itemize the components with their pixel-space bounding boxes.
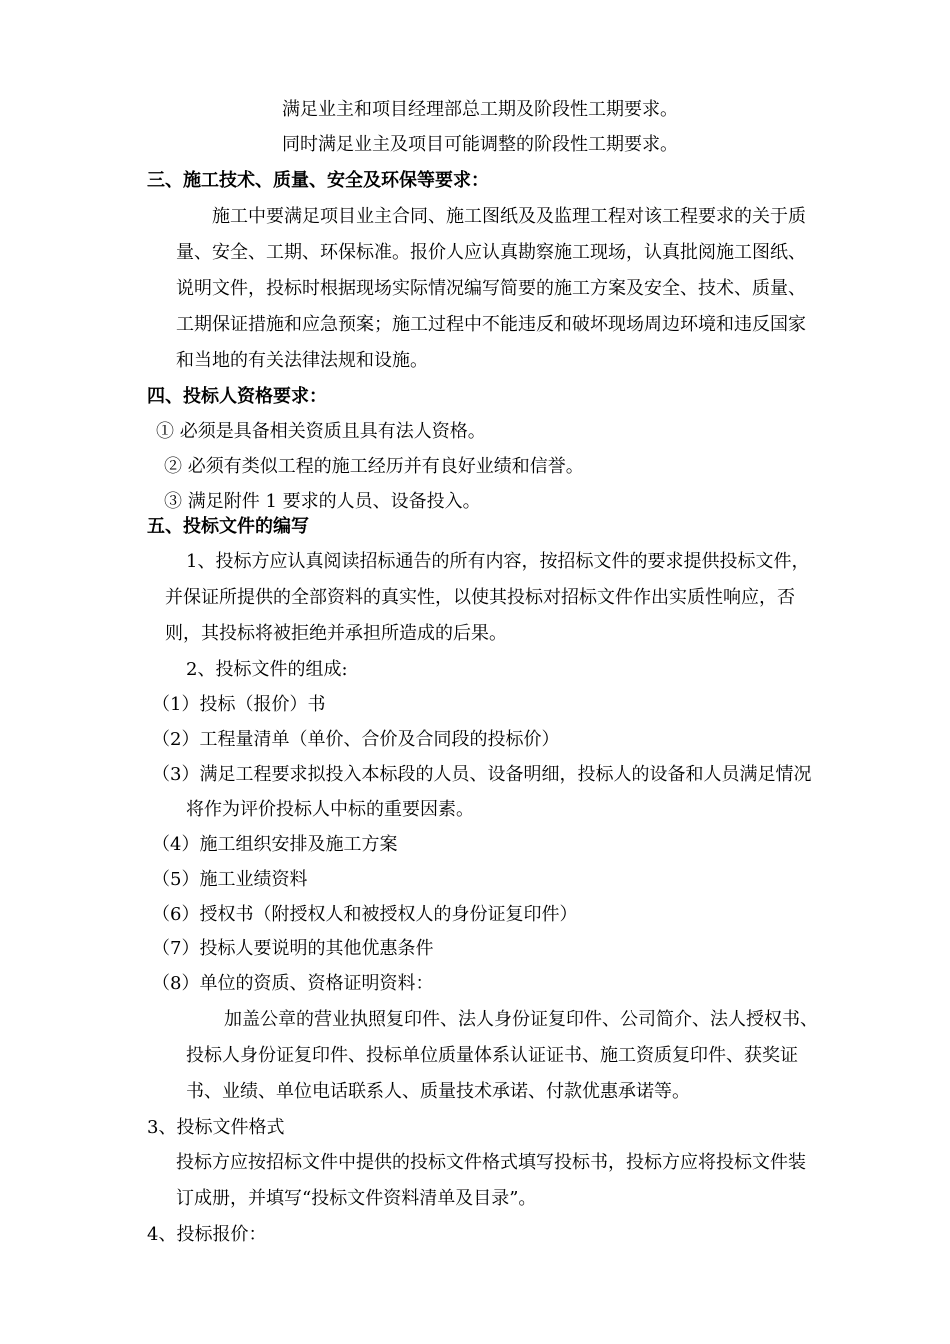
section-heading: 4、投标报价： — [147, 1224, 267, 1245]
list-item: ① 必须是具备相关资质且具有法人资格。 — [156, 421, 486, 442]
list-item: （7）投标人要说明的其他优惠条件 — [152, 938, 434, 959]
text-line: 投标人身份证复印件、投标单位质量体系认证证书、施工资质复印件、获奖证 — [186, 1045, 798, 1066]
text-line: 说明文件，投标时根据现场实际情况编写简要的施工方案及安全、技术、质量、 — [176, 278, 806, 299]
text-line: 1、投标方应认真阅读招标通告的所有内容，按招标文件的要求提供投标文件， — [186, 551, 810, 572]
text-line: 满足业主和项目经理部总工期及阶段性工期要求。 — [282, 99, 678, 120]
text-line: 并保证所提供的全部资料的真实性，以使其投标对招标文件作出实质性响应，否 — [165, 587, 795, 608]
list-item: ③ 满足附件 1 要求的人员、设备投入。 — [164, 491, 481, 512]
text-line: 书、业绩、单位电话联系人、质量技术承诺、付款优惠承诺等。 — [186, 1081, 690, 1102]
text-line: 投标方应按招标文件中提供的投标文件格式填写投标书，投标方应将投标文件装 — [176, 1152, 806, 1173]
text-line: 施工中要满足项目业主合同、施工图纸及及监理工程对该工程要求的关于质 — [212, 206, 806, 227]
section-heading: 三、施工技术、质量、安全及环保等要求： — [147, 170, 489, 191]
text-line: 量、安全、工期、环保标准。报价人应认真勘察施工现场，认真批阅施工图纸、 — [176, 242, 806, 263]
list-item: （1）投标（报价）书 — [152, 694, 326, 715]
text-line: 加盖公章的营业执照复印件、法人身份证复印件、公司简介、法人授权书、 — [224, 1009, 818, 1030]
text-line: 同时满足业主及项目可能调整的阶段性工期要求。 — [282, 134, 678, 155]
list-item: （8）单位的资质、资格证明资料： — [152, 973, 434, 994]
text-line: 将作为评价投标人中标的重要因素。 — [186, 799, 474, 820]
list-item: ② 必须有类似工程的施工经历并有良好业绩和信誉。 — [164, 456, 584, 477]
text-line: 则，其投标将被拒绝并承担所造成的后果。 — [165, 623, 507, 644]
list-item: （4）施工组织安排及施工方案 — [152, 834, 398, 855]
text-line: 2、投标文件的组成: — [186, 659, 348, 680]
text-line: 订成册，并填写“投标文件资料清单及目录”。 — [176, 1188, 537, 1209]
section-heading: 五、投标文件的编写 — [147, 516, 309, 537]
section-heading: 四、投标人资格要求： — [147, 386, 327, 407]
list-item: （6）授权书（附授权人和被授权人的身份证复印件） — [152, 904, 578, 925]
text-line: 工期保证措施和应急预案；施工过程中不能违反和破坏现场周边环境和违反国家 — [176, 314, 806, 335]
list-item: （5）施工业绩资料 — [152, 869, 308, 890]
list-item: （2）工程量清单（单价、合价及合同段的投标价） — [152, 729, 560, 750]
text-line: 和当地的有关法律法规和设施。 — [176, 350, 428, 371]
section-heading: 3、投标文件格式 — [147, 1117, 285, 1138]
list-item: （3）满足工程要求拟投入本标段的人员、设备明细，投标人的设备和人员满足情况 — [152, 764, 812, 785]
